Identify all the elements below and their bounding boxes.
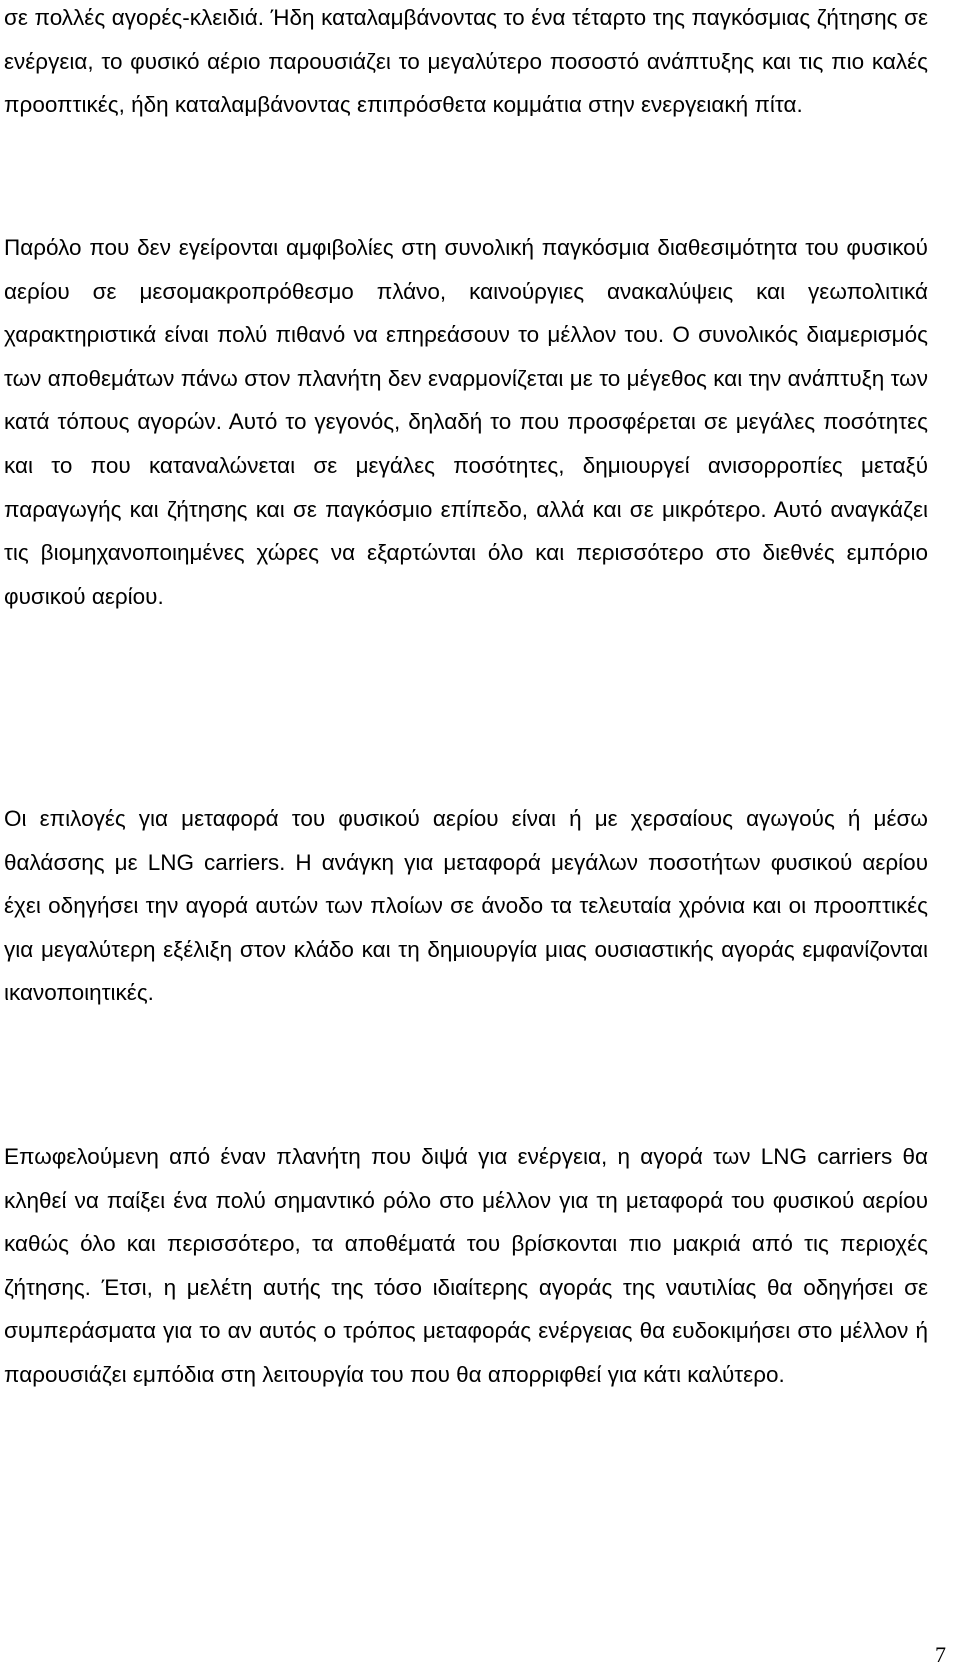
- paragraph-4: Επωφελούμενη από έναν πλανήτη που διψά για ενέργεια, η αγορά των LNG carriers θα κληθεί να παίξει ένα πολύ σημαντικό ρόλο στο μέλλον για τη μεταφορά του φυσικού αερίου καθώς όλο και περισσότερο, τα αποθέματά του βρίσκονται πιο μακριά από τις περιοχές ζήτησης. Έτσι, η μελέτη αυτής της τόσο ιδιαίτερης αγοράς της ναυτιλίας θα οδηγήσει σε συμπεράσματα για το αν αυτός ο τρόπος μεταφοράς ενέργειας θα ευδοκιμήσει στο μέλλον ή παρουσιάζει εμπόδια στη λειτουργία του που θα απορριφθεί για κάτι καλύτερο.: [4, 1144, 928, 1387]
- paragraph-1: σε πολλές αγορές-κλειδιά. Ήδη καταλαμβάνοντας το ένα τέταρτο της παγκόσμιας ζήτησης σε ενέργεια, το φυσικό αέριο παρουσιάζει το μεγαλύτερο ποσοστό ανάπτυξης και τις πιο καλές προοπτικές, ήδη καταλαμβάνοντας επιπρόσθετα κομμάτια στην ενεργειακή πίτα.: [4, 5, 928, 118]
- page-number: 7: [935, 1642, 946, 1667]
- paragraph-2: Παρόλο που δεν εγείρονται αμφιβολίες στη συνολική παγκόσμια διαθεσιμότητα του φυσικού αερίου σε μεσομακροπρόθεσμο πλάνο, καινούργιες ανακαλύψεις και γεωπολιτικά χαρακτηριστικά είναι πολύ πιθανό να επηρεάσουν το μέλλον του. Ο συνολικός διαμερισμός των αποθεμάτων πάνω στον πλανήτη δεν εναρμονίζεται με το μέγεθος και την ανάπτυξη των κατά τόπους αγορών. Αυτό το γεγονός, δηλαδή το που προσφέρεται σε μεγάλες ποσότητες και το που καταναλώνεται σε μεγάλες ποσότητες, δημιουργεί ανισορροπίες μεταξύ παραγωγής και ζήτησης και σε παγκόσμιο επίπεδο, αλλά και σε μικρότερο. Αυτό αναγκάζει τις βιομηχανοποιημένες χώρες να εξαρτώνται όλο και περισσότερο στο διεθνές εμπόριο φυσικού αερίου.: [4, 235, 928, 609]
- paragraph-3: Οι επιλογές για μεταφορά του φυσικού αερίου είναι ή με χερσαίους αγωγούς ή μέσω θαλάσσης με LNG carriers. Η ανάγκη για μεταφορά μεγάλων ποσοτήτων φυσικού αερίου έχει οδηγήσει την αγορά αυτών των πλοίων σε άνοδο τα τελευταία χρόνια και οι προοπτικές για μεγαλύτερη εξέλιξη στον κλάδο και τη δημιουργία μιας ουσιαστικής αγοράς εμφανίζονται ικανοποιητικές.: [4, 806, 928, 1006]
